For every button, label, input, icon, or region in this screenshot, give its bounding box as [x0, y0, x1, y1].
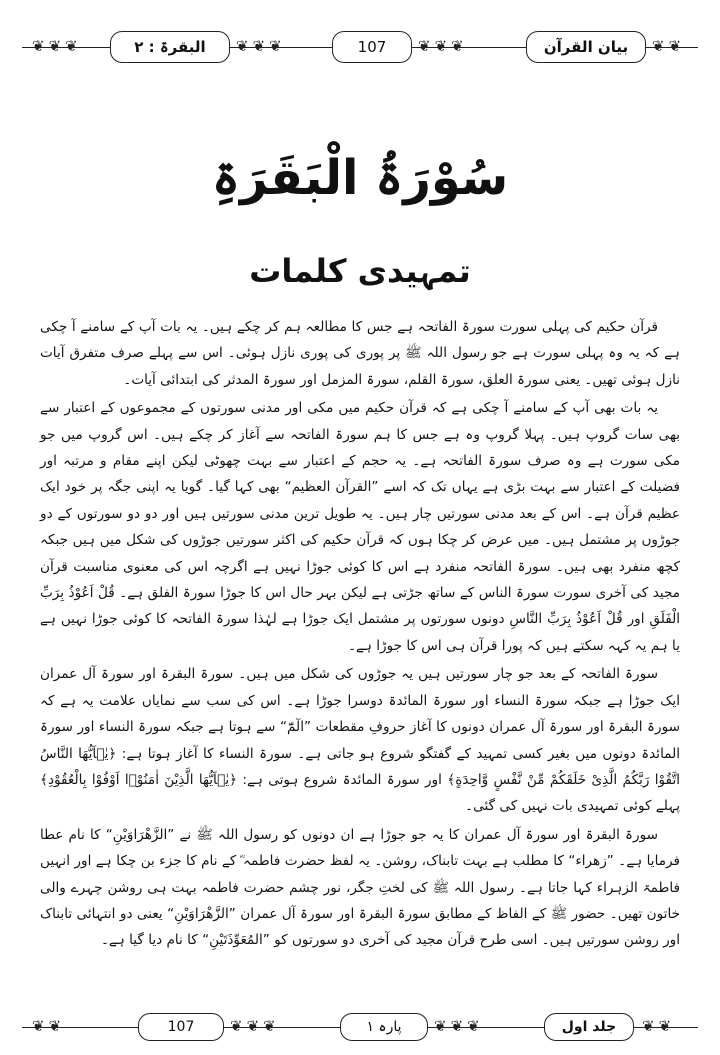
volume-label: جلد اول — [561, 1019, 617, 1035]
floral-ornament-icon: ❦ — [48, 37, 62, 55]
floral-ornament-icon: ❦ — [434, 1017, 447, 1035]
floral-ornament-icon: ❦ — [246, 1017, 260, 1035]
book-title: بیان القرآن — [543, 38, 629, 56]
paragraph: سورۃ الفاتحہ کے بعد جو چار سورتیں ہیں یہ جوڑوں کی شکل میں ہیں۔ سورۃ البقرۃ اور سورۃ آل عمران ایک جوڑا ہے جبکہ سورۃ النساء اور سورۃ المائدۃ دوسرا جوڑا ہے۔ اس کی سب سے نمایاں علامت یہ ہے کہ سورۃ البقرۃ اور سورۃ آل عمران دونوں کا آغاز حروفِ مقطعات ”الٓمّٓ“ سے ہوتا ہے جبکہ سورۃ النساء اور سورۃ المائدۃ دونوں میں بغیر کسی تمہید کے گفتگو شروع ہو جاتی ہے۔ سورۃ النساء کا آغاز ہوتا ہے: ﴿یٰۤاَیُّهَا النَّاسُ اتَّقُوْا رَبَّكُمُ الَّذِیْ خَلَقَكُمْ مِّنْ نَّفْسٍ وَّاحِدَةٍ﴾ اور سورۃ المائدۃ شروع ہوتی ہے: ﴿یٰۤاَیُّهَا الَّذِیْنَ اٰمَنُوْۤا اَوْفُوْا بِالْعُقُوْدِ﴾ پہلے کوئی تمہیدی بات نہیں کی گئی۔ — [40, 666, 680, 815]
page-number-box — [332, 31, 412, 63]
floral-ornament-icon: ❦ — [652, 37, 665, 55]
floral-ornament-icon: ❦ — [65, 37, 78, 55]
paragraph: قرآن حکیم کی پہلی سورت سورۃ الفاتحہ ہے جس کا مطالعہ ہم کر چکے ہیں۔ یہ بات آپ کے سامنے آ چکی ہے کہ یہ وہ پہلی سورت ہے جو رسول اللہ ﷺ پر پوری کی پوری نازل ہوئی۔ اس سے پہلے صرف متفرق آیات نازل ہوئی تھیں۔ یعنی سورۃ العلق، سورۃ القلم، سورۃ المزمل اور سورۃ المدثر کی ابتدائی آیات۔ — [40, 319, 680, 388]
header-ornament-left — [32, 39, 78, 54]
running-header — [22, 28, 698, 66]
floral-ornament-icon: ❦ — [48, 1017, 62, 1035]
floral-ornament-icon: ❦ — [269, 37, 282, 55]
footer-ornament-mid-right — [434, 1019, 480, 1034]
floral-ornament-icon: ❦ — [418, 37, 431, 55]
body-text — [40, 314, 680, 956]
floral-ornament-icon: ❦ — [252, 37, 266, 55]
paragraph: سورۃ البقرۃ اور سورۃ آل عمران کا یہ جو جوڑا ہے ان دونوں کو رسول اللہ ﷺ نے ”الزَّهْرَاوَيْنِ“ کا نام عطا فرمایا ہے۔ ”زھراء“ کا مطلب ہے بہت تابناک، روشن۔ یہ لفظ حضرت فاطمہ ؓ کے نام کا جزء بن چکا ہے اور انہیں فاطمۃ الزہراء کہا جاتا ہے۔ رسول اللہ ﷺ کی لختِ جگر، نور چشم حضرت فاطمہ بہت ہی روشن چہرے والی خاتون تھیں۔ حضور ﷺ کے الفاظ کے مطابق سورۃ البقرۃ اور سورۃ آل عمران ”الزَّهْرَاوَيْنِ“ یعنی دو انتہائی تابناک اور روشن سورتیں ہیں۔ اسی طرح قرآن مجید کی آخری دو سورتوں کو ”المُعَوِّذَتَيْنِ“ کا نام دیا گیا ہے۔ — [40, 826, 680, 949]
floral-ornament-icon: ❦ — [434, 37, 448, 55]
floral-ornament-icon: ❦ — [450, 1017, 464, 1035]
footer-page-number: 107 — [167, 1019, 195, 1035]
surah-title: سُوْرَۃُ الْبَقَرَۃِ — [211, 150, 509, 206]
floral-ornament-icon: ❦ — [236, 37, 249, 55]
floral-ornament-icon: ❦ — [642, 1017, 655, 1035]
floral-ornament-icon: ❦ — [467, 1017, 480, 1035]
page-number: 107 — [357, 38, 387, 56]
floral-ornament-icon: ❦ — [668, 37, 682, 55]
floral-ornament-icon: ❦ — [230, 1017, 243, 1035]
volume-label-box — [544, 1013, 634, 1041]
footer-page-number-box — [138, 1013, 224, 1041]
running-footer — [22, 1010, 698, 1044]
header-ornament-mid-left — [236, 39, 282, 54]
surah-label: البقرۃ : ۲ — [134, 38, 206, 56]
footer-ornament-left — [32, 1019, 61, 1034]
floral-ornament-icon: ❦ — [263, 1017, 276, 1035]
book-title-box — [526, 31, 646, 63]
para-label: پارہ ۱ — [366, 1019, 402, 1035]
floral-ornament-icon: ❦ — [658, 1017, 672, 1035]
section-title: تمہیدی کلمات — [249, 252, 471, 290]
surah-label-box — [110, 31, 230, 63]
para-label-box — [340, 1013, 428, 1041]
footer-ornament-mid-left — [230, 1019, 276, 1034]
header-ornament-right — [652, 39, 681, 54]
floral-ornament-icon: ❦ — [32, 1017, 45, 1035]
footer-ornament-right — [642, 1019, 671, 1034]
header-ornament-mid-right — [418, 39, 464, 54]
floral-ornament-icon: ❦ — [32, 37, 45, 55]
paragraph: یہ بات بھی آپ کے سامنے آ چکی ہے کہ قرآن حکیم میں مکی اور مدنی سورتوں کے مجموعوں کے اعتبار سے بھی سات گروپ ہیں۔ پہلا گروپ وہ ہے جس کا ہم سورۃ الفاتحہ سے آغاز کر چکے ہیں۔ اس گروپ میں جو مکی سورت ہے وہ صرف سورۃ الفاتحہ ہے۔ یہ حجم کے اعتبار سے بہت چھوٹی لیکن اپنے مقام و مرتبہ اور فضیلت کے اعتبار سے بہت بڑی ہے یہاں تک کہ اسے ”القرآن العظیم“ بھی کہا گیا۔ گویا یہ اپنی جگہ پر خود ایک عظیم قرآن ہے۔ اس کے بعد مدنی سورتیں چار ہیں۔ یہ طویل ترین مدنی سورتیں ہیں اور دو دو سورتوں کے دو جوڑوں پر مشتمل ہیں۔ میں عرض کر چکا ہوں کہ قرآن حکیم کی اکثر سورتیں جوڑوں کی شکل میں ہیں جبکہ کچھ منفرد بھی ہیں۔ سورۃ الفاتحہ منفرد ہے اس کا کوئی جوڑا نہیں ہے اگرچہ اس کی معنوی مناسبت قرآن مجید کی آخری سورت سورۃ الناس کے ساتھ جڑتی ہے لیکن بہر حال اس کا جوڑا سورۃ الفلق ہے۔ قُلْ اَعُوْذُ بِرَبِّ الْفَلَقِ اور قُلْ اَعُوْذُ بِرَبِّ النَّاسِ دونوں سورتوں پر مشتمل ایک جوڑا ہے لہٰذا سورۃ الفاتحہ کا کوئی جوڑا نہیں ہے یا ہم یہ کہہ سکتے ہیں کہ پورا قرآن ہی اس کا جوڑا ہے۔ — [40, 400, 680, 654]
floral-ornament-icon: ❦ — [451, 37, 464, 55]
